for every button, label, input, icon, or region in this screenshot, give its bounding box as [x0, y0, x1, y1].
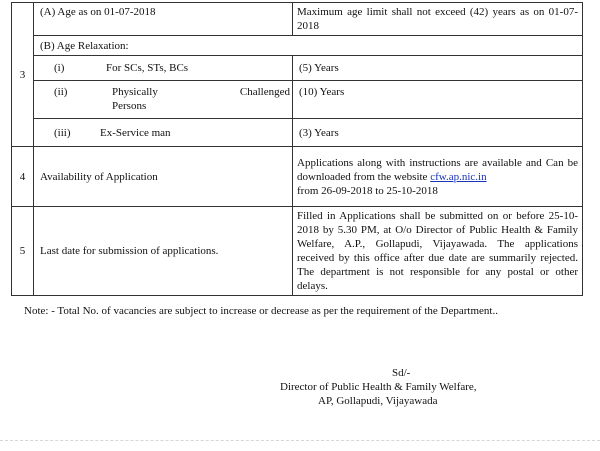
table-row: [12, 207, 583, 296]
relax-roman: (iii): [54, 126, 71, 139]
relax-label: For SCs, STs, BCs: [106, 62, 189, 74]
last-date-value: Filled in Applications shall be submitted on or before 25-10-2018 by 5.30 PM, at O/o Director of Public Health & Family Welfare, A.P., Gollapudi, Vijayawada. The applications received by this office after due date are summarily rejected. The department is not responsible for any postal or other delays.: [293, 207, 583, 296]
relax-value: (10) Years: [293, 81, 583, 119]
relax-roman: (i): [54, 62, 65, 74]
availability-text: Applications along with instructions are available and Can be downloaded from the website: [297, 156, 578, 183]
last-date-label: Last date for submission of applications.: [34, 207, 293, 296]
age-value: Maximum age limit shall not exceed (42) years as on 01-07-2018: [293, 3, 583, 36]
age-label: (A) Age as on 01-07-2018: [34, 3, 293, 36]
relax-item: [34, 119, 293, 147]
relaxation-heading: (B) Age Relaxation:: [34, 36, 583, 56]
serial-number: 4: [12, 147, 34, 207]
signature-place: AP, Gollapudi, Vijayawada: [318, 395, 438, 407]
signature-sd: Sd/-: [392, 367, 411, 379]
table-row: [12, 81, 583, 119]
table-row: [12, 36, 583, 56]
page-edge-divider: [0, 440, 600, 451]
relax-value: (5) Years: [293, 56, 583, 81]
relax-roman: (ii): [54, 86, 68, 98]
serial-number: 5: [12, 207, 34, 296]
table-row: [12, 147, 583, 207]
availability-value: [293, 147, 583, 207]
signature-title: Director of Public Health & Family Welfare,: [280, 381, 477, 393]
website-link[interactable]: cfw.ap.nic.in: [430, 170, 487, 183]
relax-item: [34, 56, 293, 81]
relax-label: Physically Challenged Persons: [112, 86, 290, 112]
table-row: [12, 56, 583, 81]
table-row: [12, 119, 583, 147]
relax-label: Ex-Service man: [100, 126, 171, 139]
serial-number: 3: [12, 3, 34, 147]
signature-block: [280, 366, 540, 408]
table-row: [12, 3, 583, 36]
relax-value: (3) Years: [293, 119, 583, 147]
relax-item: [34, 81, 293, 119]
eligibility-table: [11, 2, 583, 296]
vacancy-note: Note: - Total No. of vacancies are subject to increase or decrease as per the requirement of the Department..: [24, 305, 498, 317]
availability-label: Availability of Application: [34, 147, 293, 207]
availability-dates: from 26-09-2018 to 25-10-2018: [297, 184, 438, 197]
